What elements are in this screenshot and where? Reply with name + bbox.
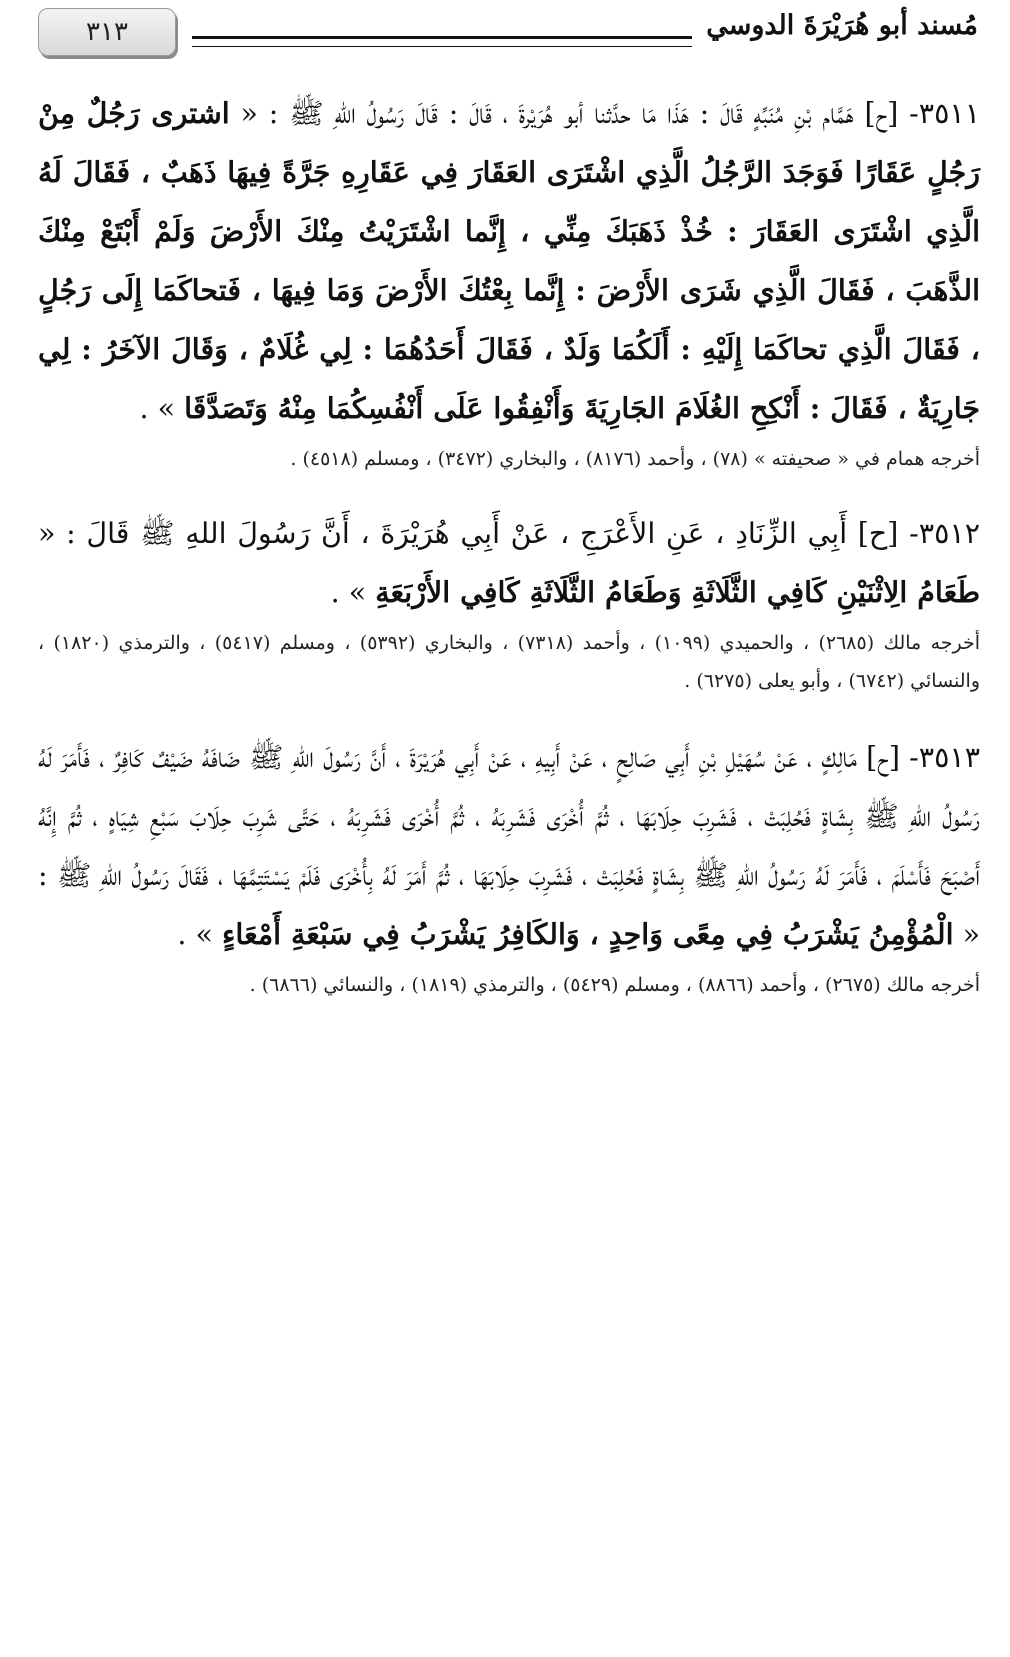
hadith-takhrij: أخرجه همام في « صحيفته » (٧٨) ، وأحمد (٨١٧٦) ، والبخاري (٣٤٧٢) ، ومسلم (٤٥١٨) . <box>290 448 980 470</box>
page-content <box>38 84 980 1004</box>
hadith-3513 <box>38 728 980 1004</box>
hadith-closing: » . <box>330 576 367 609</box>
hadith-closing: » . <box>139 392 176 425</box>
hadith-isnad: [ح] هَمَّام بْنِ مُنَبِّهٍ قَالَ : هَذَا مَا حدَّثنا أبو هُرَيْرةَ ، قَالَ : قَالَ رَسُولُ اللهِ ﷺ : « <box>240 97 899 130</box>
hadith-text <box>38 84 980 438</box>
header-rule <box>192 36 692 47</box>
hadith-3511 <box>38 84 980 478</box>
hadith-matn: طَعَامُ الِاثْنَيْنِ كَافِي الثَّلَاثَةِ وَطَعَامُ الثَّلَاثَةِ كَافِي الأَرْبَعَةِ <box>375 575 980 609</box>
page-number: ٣١٣ <box>38 8 176 56</box>
hadith-text <box>38 728 980 964</box>
hadith-matn: اشترى رَجُلٌ مِنْ رَجُلٍ عَقَارًا فَوَجَدَ الرَّجُلُ الَّذِي اشْتَرَى العَقَارَ فِي عَقَارِهِ جَرَّةً فِيهَا ذَهَبٌ ، فَقَالَ لَهُ الَّذِي اشْتَرَى العَقَارَ : خُذْ ذَهَبَكَ مِنِّي ، إِنَّما اشْتَرَيْتُ مِنْكَ الأَرْضَ وَلَمْ أَبْتَعْ مِنْكَ الذَّهَبَ ، فَقَالَ الَّذِي شَرَى الأَرْضَ : إِنَّما بِعْتُكَ الأَرْضَ وَمَا فِيهَا ، فَتحاكَمَا إِلَى رَجُلٍ ، فَقَالَ الَّذِي تحاكَمَا إِلَيْهِ : أَلَكُمَا وَلَدٌ ، فَقَالَ أَحَدُهُمَا : لِي غُلَامٌ ، وَقَالَ الآخَرُ : لِي جَارِيَةٌ ، فَقَالَ : أَنْكِحِ الغُلَامَ الجَارِيَةَ وَأَنْفِقُوا عَلَى أَنْفُسِكُمَا مِنْهُ وَتَصَدَّقَا <box>38 96 980 425</box>
hadith-matn: الْمُؤْمِنُ يَشْرَبُ فِي مِعًى وَاحِدٍ ، وَالكَافِرُ يَشْرَبُ فِي سَبْعَةِ أَمْعَاءٍ <box>222 917 954 951</box>
hadith-isnad: [ح] مَالِكٍ ، عَنْ سُهَيْلِ بْنِ أَبِي صَالِحٍ ، عَنْ أَبِيهِ ، عَنْ أَبِي هُرَيْرَةَ ، أَنَّ رَسُولَ اللهِ ﷺ ضَافَهُ ضَيْفٌ كَافِرٌ ، فَأَمَرَ لَهُ رَسُولُ اللهِ ﷺ بِشَاةٍ فَحُلِبَتْ ، فَشَرِبَ حِلَابَهَا ، ثُمَّ أُخْرَى فَشَرِبَهُ ، ثُمَّ أُخْرَى فَشَرِبَهُ ، حَتَّى شَرِبَ حِلَابَ سَبْعِ شِيَاهٍ ، ثُمَّ إِنَّهُ أَصْبَحَ فَأَسْلَمَ ، فَأَمَرَ لَهُ رَسُولُ اللهِ ﷺ بِشَاةٍ فَحُلِبَتْ ، فَشَرِبَ حِلَابَهَا ، ثُمَّ أَمَرَ لَهُ بِأُخْرَى فَلَمْ يَسْتَتِمَّهَا ، فَقَالَ رَسُولُ اللهِ ﷺ : « <box>38 741 980 951</box>
hadith-number: ٣٥١٢- <box>909 517 980 550</box>
page-header <box>38 8 978 64</box>
hadith-takhrij: أخرجه مالك (٢٦٧٥) ، وأحمد (٨٨٦٦) ، ومسلم (٥٤٢٩) ، والترمذي (١٨١٩) ، والنسائي (٦٨٦٦) . <box>249 974 980 996</box>
running-title: مُسند أبو هُرَيْرَةَ الدوسي <box>706 10 978 41</box>
hadith-isnad: [ح] أَبِي الزِّنَادِ ، عَنِ الأَعْرَجِ ، عَنْ أَبِي هُرَيْرَةَ ، أَنَّ رَسُولَ اللهِ ﷺ قَالَ : « <box>38 517 899 550</box>
hadith-takhrij: أخرجه مالك (٢٦٨٥) ، والحميدي (١٠٩٩) ، وأحمد (٧٣١٨) ، والبخاري (٥٣٩٢) ، ومسلم (٥٤١٧) ، والترمذي (١٨٢٠) ، والنسائي (٦٧٤٢) ، وأبو يعلى (٦٢٧٥) . <box>38 632 981 692</box>
hadith-number: ٣٥١٣- <box>909 741 981 774</box>
hadith-closing: » . <box>177 918 213 951</box>
hadith-number: ٣٥١١- <box>909 97 981 130</box>
hadith-text <box>38 504 980 622</box>
hadith-3512 <box>38 504 980 700</box>
